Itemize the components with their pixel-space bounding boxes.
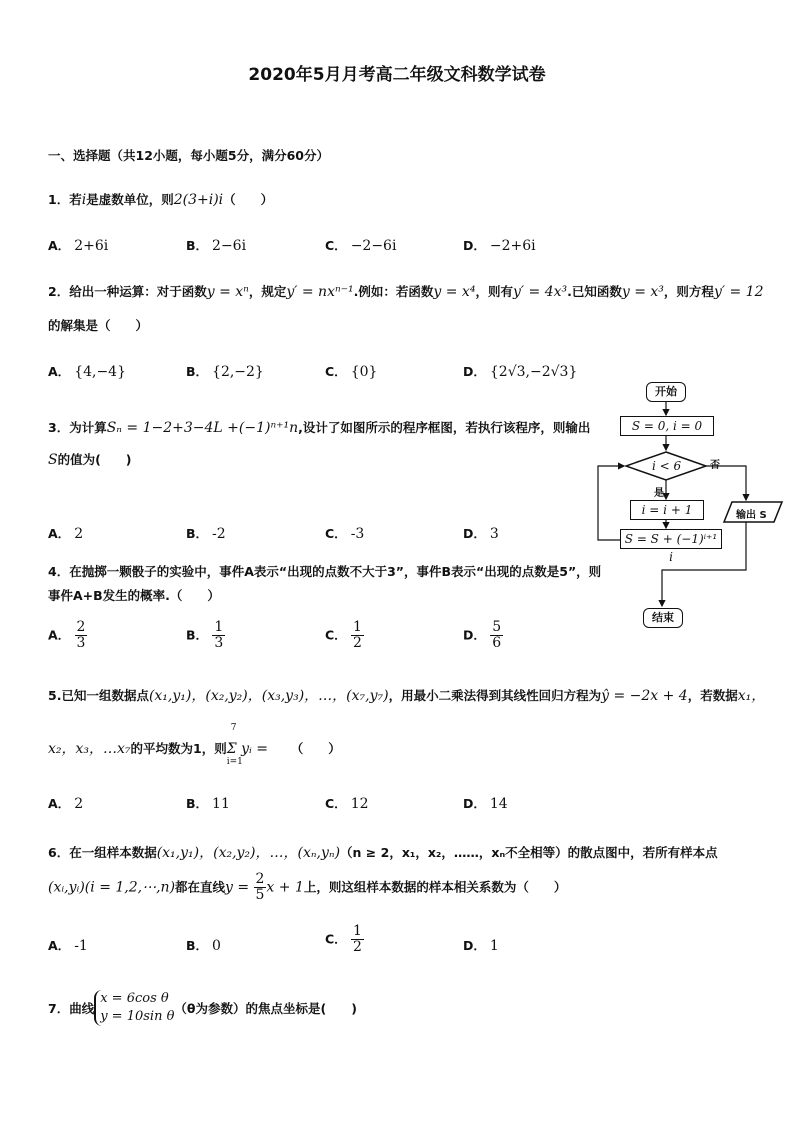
page-title: 2020年5月月考高二年级文科数学试卷 (248, 65, 546, 85)
flowchart-yes-label: 是 (654, 488, 664, 499)
flowchart-condition: i < 6 (652, 459, 682, 473)
q7-equation-system: x = 6cos θ y = 10sin θ (94, 990, 174, 1026)
question-3-line-2: S的值为( ) (48, 452, 132, 468)
question-5-line-2: x₂，x₃，…x₇的平均数为1，则 7 Σ yᵢ = i=1 （ ） (48, 723, 341, 767)
q5-option-a[interactable]: A． 2 (48, 796, 84, 812)
question-6-line-1: 6．在一组样本数据(x₁,y₁)，(x₂,y₂)，…，(xₙ,yₙ)（n ≥ 2，x₁，x₂，……，xₙ不全相等）的散点图中，若所有样本点 (48, 845, 718, 861)
q6-option-b[interactable]: B． 0 (186, 938, 221, 954)
question-1 (48, 190, 273, 208)
flowchart-increment: i = i + 1 (630, 500, 704, 520)
q2-option-a[interactable]: A． {4,−4} (48, 364, 126, 380)
q3-option-a[interactable]: A． 2 (48, 526, 84, 542)
q6-option-c[interactable]: C． $\frac{1}{2}$ (325, 923, 362, 956)
question-3-line-1: 3．为计算Sₙ = 1−2+3−4L +(−1)ⁿ⁺¹n,设计了如图所示的程序框图，若执行该程序，则输出 (48, 420, 591, 436)
flowchart-output: 输出 S (736, 510, 767, 521)
q2-option-c[interactable]: C． {0} (325, 364, 378, 380)
program-flowchart (596, 380, 794, 640)
q1-option-d[interactable]: D． −2+6i (463, 238, 536, 254)
question-2-line-2: 的解集是（ ） (48, 318, 149, 333)
q6-option-d[interactable]: D． 1 (463, 938, 499, 954)
flowchart-init: S = 0, i = 0 (620, 416, 714, 436)
question-6-line-2: (xᵢ,yᵢ)(i = 1,2,⋯,n)都在直线y = $\frac{2}{5}$ x + 1上，则这组样本数据的样本相关系数为（ ） (48, 871, 567, 904)
q1-mid: 是虚数单位，则 (86, 192, 174, 207)
question-4-line-2: 事件A+B发生的概率.（ ） (48, 588, 220, 603)
flowchart-no-label: 否 (710, 460, 720, 471)
q4-option-b[interactable]: B． $\frac{1}{3}$ (186, 619, 224, 652)
q5-option-d[interactable]: D． 14 (463, 796, 508, 812)
q3-option-d[interactable]: D． 3 (463, 526, 499, 542)
q2-option-d[interactable]: D． {2√3,−2√3} (463, 364, 578, 380)
q6-option-a[interactable]: A． -1 (48, 938, 88, 954)
q1-paren: （ ） (223, 192, 274, 207)
q1-option-c[interactable]: C． −2−6i (325, 238, 397, 254)
q4-option-c[interactable]: C． $\frac{1}{2}$ (325, 619, 362, 652)
q1-expr: 2(3+i)i (173, 192, 224, 208)
q4-option-a[interactable]: A． $\frac{2}{3}$ (48, 619, 86, 652)
q5-option-c[interactable]: C． 12 (325, 796, 369, 812)
q1-option-b[interactable]: B． 2−6i (186, 238, 247, 254)
q1-option-a[interactable]: A． 2+6i (48, 238, 109, 254)
q2-option-b[interactable]: B． {2,−2} (186, 364, 264, 380)
section-heading: 一、选择题（共12小题，每小题5分，满分60分） (48, 148, 329, 163)
q3-option-c[interactable]: C． -3 (325, 526, 365, 542)
question-7: 7．曲线 x = 6cos θ y = 10sin θ （θ为参数）的焦点坐标是( ) (48, 990, 357, 1026)
flowchart-start: 开始 (646, 382, 686, 402)
flowchart-end: 结束 (643, 608, 683, 628)
q4-option-d[interactable]: D． $\frac{5}{6}$ (463, 619, 502, 652)
question-2-line-1: 2．给出一种运算：对于函数y = xⁿ，规定y′ = nxⁿ⁻¹.例如：若函数y = x⁴，则有y′ = 4x³.已知函数y = x³，则方程y′ = 12 (48, 284, 764, 300)
question-5-line-1: 5.已知一组数据点(x₁,y₁)，(x₂,y₂)，(x₃,y₃)，…，(x₇,y₇)，用最小二乘法得到其线性回归方程为ŷ = −2x + 4，若数据x₁， (48, 688, 766, 704)
q3-option-b[interactable]: B． -2 (186, 526, 226, 542)
q1-prefix: 1．若 (48, 192, 82, 207)
q1-i: i (81, 192, 87, 208)
question-4-line-1: 4．在抛掷一颗骰子的实验中，事件A表示“出现的点数不大于3”，事件B表示“出现的点数是5”，则 (48, 564, 602, 579)
q5-option-b[interactable]: B． 11 (186, 796, 230, 812)
flowchart-update: S = S + (−1)ⁱ⁺¹ i (620, 529, 722, 549)
